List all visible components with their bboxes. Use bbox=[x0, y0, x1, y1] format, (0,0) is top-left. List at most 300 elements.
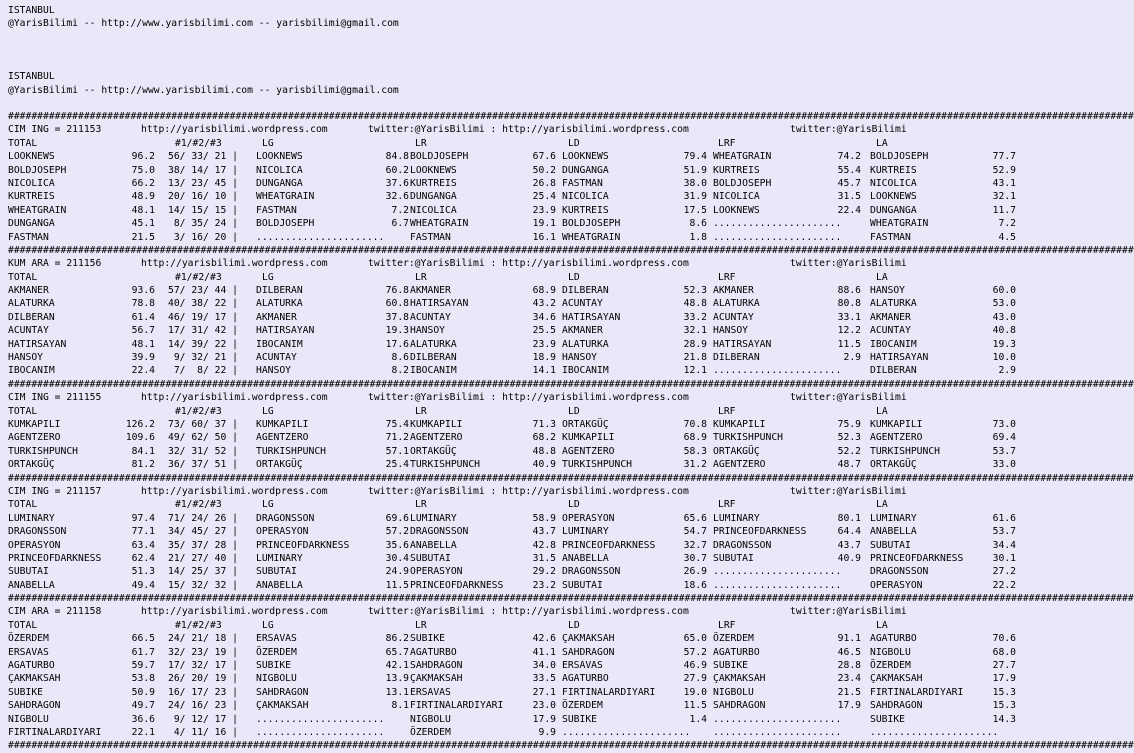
lg-horse: OPERASYON bbox=[256, 526, 309, 538]
lg-horse: BOLDJOSEPH bbox=[256, 218, 315, 230]
lr-horse: ÖZERDEM bbox=[410, 726, 451, 738]
horse-name: DILBERAN bbox=[8, 311, 55, 323]
total-score: 49.7 bbox=[131, 700, 155, 712]
race-site-link: http://yarisbilimi.wordpress.com bbox=[141, 124, 328, 136]
lr-score: 17.9 bbox=[532, 713, 556, 725]
lr-score: 16.1 bbox=[532, 231, 556, 243]
col-lg-header: LG bbox=[262, 619, 274, 631]
ld-score: 57.2 bbox=[683, 646, 707, 658]
lrf-horse: ALATURKA bbox=[713, 298, 760, 310]
horse-name: KURTREIS bbox=[8, 191, 55, 203]
ld-horse: FIRTINALARDIYARI bbox=[562, 686, 656, 698]
lg-score: 13.9 bbox=[385, 673, 409, 685]
lg-horse: ÇAKMAKSAH bbox=[256, 700, 309, 712]
la-score: 2.9 bbox=[998, 365, 1016, 377]
lrf-horse: ACUNTAY bbox=[713, 311, 754, 323]
lg-horse: LUMINARY bbox=[256, 552, 303, 564]
total-score: 21.5 bbox=[131, 231, 155, 243]
lrf-score: 75.9 bbox=[837, 418, 861, 430]
total-score: 39.9 bbox=[131, 352, 155, 364]
race-column-header bbox=[8, 498, 1018, 511]
race-title-row bbox=[8, 123, 1018, 136]
lg-horse: WHEATGRAIN bbox=[256, 191, 315, 203]
lrf-horse: AKMANER bbox=[713, 285, 754, 297]
table-row bbox=[8, 231, 1018, 244]
lg-score: 57.1 bbox=[385, 445, 409, 457]
la-score: 15.3 bbox=[992, 700, 1016, 712]
lrf-horse: HANSOY bbox=[713, 325, 748, 337]
la-horse: ORTAKGÜÇ bbox=[870, 459, 917, 471]
lr-score: 34.0 bbox=[532, 660, 556, 672]
la-horse: AKMANER bbox=[870, 311, 911, 323]
lr-horse: LOOKNEWS bbox=[410, 164, 457, 176]
la-score: 77.7 bbox=[992, 151, 1016, 163]
col-total-header: TOTAL bbox=[8, 619, 38, 631]
lg-horse: ...................... bbox=[256, 713, 385, 725]
race-title-row bbox=[8, 391, 1018, 404]
place-counts: 14/ 25/ 37 | bbox=[168, 566, 238, 578]
lr-score: 25.5 bbox=[532, 325, 556, 337]
la-horse: NIGBOLU bbox=[870, 646, 911, 658]
ld-score: 31.2 bbox=[683, 459, 707, 471]
race-site-link: http://yarisbilimi.wordpress.com bbox=[141, 258, 328, 270]
ld-score: 32.1 bbox=[683, 325, 707, 337]
lrf-score: 91.1 bbox=[837, 633, 861, 645]
lg-horse: SUBIKE bbox=[256, 660, 291, 672]
lr-score: 40.9 bbox=[532, 459, 556, 471]
lg-horse: NICOLICA bbox=[256, 164, 303, 176]
race-twitter-link: twitter:@YarisBilimi : http://yarisbilimi.wordpress.com bbox=[368, 124, 689, 136]
lr-score: 23.9 bbox=[532, 338, 556, 350]
race-column-header bbox=[8, 271, 1018, 284]
horse-name: DRAGONSSON bbox=[8, 526, 67, 538]
table-row bbox=[8, 324, 1018, 337]
race-code: CIM ARA = 211158 bbox=[8, 606, 102, 618]
la-score: 10.0 bbox=[992, 352, 1016, 364]
lg-score: 76.8 bbox=[385, 285, 409, 297]
ld-horse: NICOLICA bbox=[562, 191, 609, 203]
lg-horse: PRINCEOFDARKNESS bbox=[256, 539, 350, 551]
horse-name: AGATURBO bbox=[8, 660, 55, 672]
lr-score: 31.5 bbox=[532, 552, 556, 564]
horse-name: OPERASYON bbox=[8, 539, 61, 551]
col-la-header: LA bbox=[876, 271, 888, 283]
total-score: 84.1 bbox=[131, 445, 155, 457]
col-lr-header: LR bbox=[415, 137, 427, 149]
lrf-score: 21.5 bbox=[837, 686, 861, 698]
lr-score: 41.1 bbox=[532, 646, 556, 658]
total-score: 36.6 bbox=[131, 713, 155, 725]
lrf-score: 88.6 bbox=[837, 285, 861, 297]
lrf-horse: DRAGONSSON bbox=[713, 539, 772, 551]
ld-horse: HATIRSAYAN bbox=[562, 311, 621, 323]
place-counts: 3/ 16/ 20 | bbox=[168, 231, 238, 243]
horse-name: WHEATGRAIN bbox=[8, 204, 67, 216]
lg-score: 35.6 bbox=[385, 539, 409, 551]
la-horse: IBOCANIM bbox=[870, 338, 917, 350]
lg-score: 30.4 bbox=[385, 552, 409, 564]
col-ld-header: LD bbox=[568, 137, 580, 149]
header-contact-repeat: @YarisBilimi -- http://www.yarisbilimi.com -- yarisbilimi@gmail.com bbox=[8, 85, 399, 96]
horse-name: SUBIKE bbox=[8, 686, 43, 698]
ld-score: 26.9 bbox=[683, 566, 707, 578]
table-row bbox=[8, 672, 1018, 685]
ld-score: 21.8 bbox=[683, 352, 707, 364]
ld-score: 32.7 bbox=[683, 539, 707, 551]
lr-score: 42.6 bbox=[532, 633, 556, 645]
lg-score: 32.6 bbox=[385, 191, 409, 203]
la-score: 53.7 bbox=[992, 445, 1016, 457]
ld-score: 1.4 bbox=[689, 713, 707, 725]
race-twitter-link: twitter:@YarisBilimi : http://yarisbilimi.wordpress.com bbox=[368, 485, 689, 497]
ld-horse: TURKISHPUNCH bbox=[562, 459, 632, 471]
lg-horse: IBOCANIM bbox=[256, 338, 303, 350]
ld-horse: IBOCANIM bbox=[562, 365, 609, 377]
race-site-link: http://yarisbilimi.wordpress.com bbox=[141, 606, 328, 618]
horse-name: ANABELLA bbox=[8, 579, 55, 591]
lg-score: 60.8 bbox=[385, 298, 409, 310]
total-score: 53.8 bbox=[131, 673, 155, 685]
table-row bbox=[8, 713, 1018, 726]
place-counts: 56/ 33/ 21 | bbox=[168, 151, 238, 163]
place-counts: 24/ 21/ 18 | bbox=[168, 633, 238, 645]
horse-name: PRINCEOFDARKNESS bbox=[8, 552, 102, 564]
la-horse: DUNGANGA bbox=[870, 204, 917, 216]
la-horse: WHEATGRAIN bbox=[870, 218, 929, 230]
separator-line: ################################################################################################################################################################################################# bbox=[8, 472, 1134, 484]
lrf-score: 28.8 bbox=[837, 660, 861, 672]
la-score: 61.6 bbox=[992, 512, 1016, 524]
lr-score: 50.2 bbox=[532, 164, 556, 176]
place-counts: 34/ 45/ 27 | bbox=[168, 526, 238, 538]
la-score: 60.0 bbox=[992, 285, 1016, 297]
table-row bbox=[8, 525, 1018, 538]
ld-score: 46.9 bbox=[683, 660, 707, 672]
total-score: 77.1 bbox=[131, 526, 155, 538]
lg-score: 71.2 bbox=[385, 432, 409, 444]
horse-name: ALATURKA bbox=[8, 298, 55, 310]
lg-horse: ALATURKA bbox=[256, 298, 303, 310]
total-score: 109.6 bbox=[125, 432, 155, 444]
total-score: 61.7 bbox=[131, 646, 155, 658]
la-horse: HATIRSAYAN bbox=[870, 352, 929, 364]
header-city: ISTANBUL bbox=[8, 5, 55, 16]
la-score: 4.5 bbox=[998, 231, 1016, 243]
ld-horse: ALATURKA bbox=[562, 338, 609, 350]
race-code: KUM ARA = 211156 bbox=[8, 258, 102, 270]
lr-horse: DRAGONSSON bbox=[410, 526, 469, 538]
lrf-score: 12.2 bbox=[837, 325, 861, 337]
place-counts: 9/ 12/ 17 | bbox=[168, 713, 238, 725]
table-row bbox=[8, 351, 1018, 364]
lr-horse: DUNGANGA bbox=[410, 191, 457, 203]
lg-horse: SAHDRAGON bbox=[256, 686, 309, 698]
horse-name: HATIRSAYAN bbox=[8, 338, 67, 350]
ld-horse: KURTREIS bbox=[562, 204, 609, 216]
lr-horse: KURTREIS bbox=[410, 177, 457, 189]
lrf-horse: WHEATGRAIN bbox=[713, 151, 772, 163]
horse-name: AGENTZERO bbox=[8, 432, 61, 444]
la-score: 53.0 bbox=[992, 298, 1016, 310]
la-horse: ANABELLA bbox=[870, 526, 917, 538]
la-score: 32.1 bbox=[992, 191, 1016, 203]
place-counts: 38/ 14/ 17 | bbox=[168, 164, 238, 176]
lr-horse: SUBUTAI bbox=[410, 552, 451, 564]
lrf-horse: NICOLICA bbox=[713, 191, 760, 203]
ld-horse: OPERASYON bbox=[562, 512, 615, 524]
la-horse: BOLDJOSEPH bbox=[870, 151, 929, 163]
col-lr-header: LR bbox=[415, 271, 427, 283]
la-score: 73.0 bbox=[992, 418, 1016, 430]
lr-horse: FIRTINALARDIYARI bbox=[410, 700, 504, 712]
lrf-score: 22.4 bbox=[837, 204, 861, 216]
lrf-horse: KUMKAPILI bbox=[713, 418, 766, 430]
lrf-horse: PRINCEOFDARKNESS bbox=[713, 526, 807, 538]
lrf-horse: SUBIKE bbox=[713, 660, 748, 672]
table-row bbox=[8, 565, 1018, 578]
la-horse: FIRTINALARDIYARI bbox=[870, 686, 964, 698]
lrf-horse: LUMINARY bbox=[713, 512, 760, 524]
total-score: 97.4 bbox=[131, 512, 155, 524]
la-horse: ÇAKMAKSAH bbox=[870, 673, 923, 685]
la-horse: AGATURBO bbox=[870, 633, 917, 645]
lrf-horse: SUBUTAI bbox=[713, 552, 754, 564]
lrf-score: 17.9 bbox=[837, 700, 861, 712]
lr-horse: LUMINARY bbox=[410, 512, 457, 524]
lrf-horse: AGATURBO bbox=[713, 646, 760, 658]
horse-name: ERSAVAS bbox=[8, 646, 49, 658]
lr-score: 14.1 bbox=[532, 365, 556, 377]
total-score: 78.8 bbox=[131, 298, 155, 310]
horse-name: SUBUTAI bbox=[8, 566, 49, 578]
lg-score: 37.6 bbox=[385, 177, 409, 189]
lr-horse: KUMKAPILI bbox=[410, 418, 463, 430]
place-counts: 15/ 32/ 32 | bbox=[168, 579, 238, 591]
race-twitter-handle: twitter:@YarisBilimi bbox=[790, 124, 907, 136]
race-twitter-link: twitter:@YarisBilimi : http://yarisbilimi.wordpress.com bbox=[368, 606, 689, 618]
ld-horse: AGENTZERO bbox=[562, 445, 615, 457]
lr-horse: DILBERAN bbox=[410, 352, 457, 364]
la-horse: HANSOY bbox=[870, 285, 905, 297]
race-twitter-handle: twitter:@YarisBilimi bbox=[790, 258, 907, 270]
ld-horse: DRAGONSSON bbox=[562, 566, 621, 578]
header-city-repeat: ISTANBUL bbox=[8, 71, 55, 82]
total-score: 81.2 bbox=[131, 459, 155, 471]
ld-horse: AKMANER bbox=[562, 325, 603, 337]
lr-horse: AKMANER bbox=[410, 285, 451, 297]
total-score: 66.2 bbox=[131, 177, 155, 189]
race-twitter-link: twitter:@YarisBilimi : http://yarisbilimi.wordpress.com bbox=[368, 392, 689, 404]
place-counts: 36/ 37/ 51 | bbox=[168, 459, 238, 471]
ld-score: 11.5 bbox=[683, 700, 707, 712]
race-site-link: http://yarisbilimi.wordpress.com bbox=[141, 485, 328, 497]
total-score: 56.7 bbox=[131, 325, 155, 337]
horse-name: SAHDRAGON bbox=[8, 700, 61, 712]
lg-horse: ...................... bbox=[256, 726, 385, 738]
lrf-horse: ...................... bbox=[713, 231, 842, 243]
lr-score: 71.3 bbox=[532, 418, 556, 430]
ld-score: 48.8 bbox=[683, 298, 707, 310]
la-score: 69.4 bbox=[992, 432, 1016, 444]
table-row bbox=[8, 190, 1018, 203]
place-counts: 13/ 23/ 45 | bbox=[168, 177, 238, 189]
horse-name: ÖZERDEM bbox=[8, 633, 49, 645]
total-score: 22.4 bbox=[131, 365, 155, 377]
ld-score: 70.8 bbox=[683, 418, 707, 430]
col-lrf-header: LRF bbox=[718, 499, 736, 511]
table-row bbox=[8, 338, 1018, 351]
lrf-score: 74.2 bbox=[837, 151, 861, 163]
ld-horse: FASTMAN bbox=[562, 177, 603, 189]
la-horse: ALATURKA bbox=[870, 298, 917, 310]
ld-horse: DILBERAN bbox=[562, 285, 609, 297]
lr-score: 42.8 bbox=[532, 539, 556, 551]
ld-score: 38.0 bbox=[683, 177, 707, 189]
lrf-score: 2.9 bbox=[843, 352, 861, 364]
ld-score: 19.0 bbox=[683, 686, 707, 698]
place-counts: 35/ 37/ 28 | bbox=[168, 539, 238, 551]
lrf-horse: ...................... bbox=[713, 579, 842, 591]
lrf-horse: ...................... bbox=[713, 566, 842, 578]
lr-horse: SAHDRAGON bbox=[410, 660, 463, 672]
la-horse: AGENTZERO bbox=[870, 432, 923, 444]
lr-horse: TURKISHPUNCH bbox=[410, 459, 480, 471]
ld-horse: ÖZERDEM bbox=[562, 700, 603, 712]
la-score: 19.3 bbox=[992, 338, 1016, 350]
col-ld-header: LD bbox=[568, 619, 580, 631]
la-horse: LUMINARY bbox=[870, 512, 917, 524]
lr-score: 67.6 bbox=[532, 151, 556, 163]
la-score: 11.7 bbox=[992, 204, 1016, 216]
col-ld-header: LD bbox=[568, 499, 580, 511]
col-la-header: LA bbox=[876, 137, 888, 149]
lrf-horse: ...................... bbox=[713, 726, 842, 738]
la-horse: SAHDRAGON bbox=[870, 700, 923, 712]
lr-score: 68.9 bbox=[532, 285, 556, 297]
lg-score: 17.6 bbox=[385, 338, 409, 350]
lr-score: 43.2 bbox=[532, 298, 556, 310]
ld-score: 79.4 bbox=[683, 151, 707, 163]
la-horse: PRINCEOFDARKNESS bbox=[870, 552, 964, 564]
total-score: 75.0 bbox=[131, 164, 155, 176]
horse-name: KUMKAPILI bbox=[8, 418, 61, 430]
separator-line: ################################################################################################################################################################################################# bbox=[8, 740, 1134, 752]
lrf-horse: ...................... bbox=[713, 218, 842, 230]
la-horse: OPERASYON bbox=[870, 579, 923, 591]
place-counts: 14/ 39/ 22 | bbox=[168, 338, 238, 350]
ld-horse: AGATURBO bbox=[562, 673, 609, 685]
race-twitter-handle: twitter:@YarisBilimi bbox=[790, 485, 907, 497]
la-score: 70.6 bbox=[992, 633, 1016, 645]
table-row bbox=[8, 297, 1018, 310]
lg-horse: AGENTZERO bbox=[256, 432, 309, 444]
lr-horse: BOLDJOSEPH bbox=[410, 151, 469, 163]
col-lr-header: LR bbox=[415, 405, 427, 417]
lrf-score: 46.5 bbox=[837, 646, 861, 658]
col-total-header: TOTAL bbox=[8, 137, 38, 149]
table-row bbox=[8, 431, 1018, 444]
horse-name: LUMINARY bbox=[8, 512, 55, 524]
race-column-header bbox=[8, 137, 1018, 150]
ld-horse: ...................... bbox=[562, 726, 691, 738]
table-row bbox=[8, 726, 1018, 739]
lr-horse: AGENTZERO bbox=[410, 432, 463, 444]
ld-score: 1.8 bbox=[689, 231, 707, 243]
lr-score: 23.2 bbox=[532, 579, 556, 591]
lrf-horse: ...................... bbox=[713, 713, 842, 725]
la-horse: SUBIKE bbox=[870, 713, 905, 725]
place-counts: 8/ 35/ 24 | bbox=[168, 218, 238, 230]
la-score: 27.7 bbox=[992, 660, 1016, 672]
lr-horse: PRINCEOFDARKNESS bbox=[410, 579, 504, 591]
ld-horse: SUBUTAI bbox=[562, 579, 603, 591]
lrf-score: 80.8 bbox=[837, 298, 861, 310]
total-score: 49.4 bbox=[131, 579, 155, 591]
col-parts-header: #1/#2/#3 bbox=[175, 619, 222, 631]
la-score: 43.1 bbox=[992, 177, 1016, 189]
separator-line: ################################################################################################################################################################################################# bbox=[8, 593, 1134, 605]
lg-horse: DRAGONSSON bbox=[256, 512, 315, 524]
total-score: 63.4 bbox=[131, 539, 155, 551]
la-horse: NICOLICA bbox=[870, 177, 917, 189]
lr-score: 23.0 bbox=[532, 700, 556, 712]
lrf-score: 31.5 bbox=[837, 191, 861, 203]
horse-name: AKMANER bbox=[8, 285, 49, 297]
place-counts: 26/ 20/ 19 | bbox=[168, 673, 238, 685]
ld-score: 8.6 bbox=[689, 218, 707, 230]
horse-name: IBOCANIM bbox=[8, 365, 55, 377]
col-la-header: LA bbox=[876, 499, 888, 511]
la-score: 30.1 bbox=[992, 552, 1016, 564]
ld-score: 30.7 bbox=[683, 552, 707, 564]
lrf-score: 80.1 bbox=[837, 512, 861, 524]
lr-horse: ANABELLA bbox=[410, 539, 457, 551]
lr-score: 9.9 bbox=[538, 726, 556, 738]
table-row bbox=[8, 659, 1018, 672]
total-score: 96.2 bbox=[131, 151, 155, 163]
lr-horse: NIGBOLU bbox=[410, 713, 451, 725]
ld-score: 27.9 bbox=[683, 673, 707, 685]
lr-horse: ACUNTAY bbox=[410, 311, 451, 323]
race-twitter-link: twitter:@YarisBilimi : http://yarisbilimi.wordpress.com bbox=[368, 258, 689, 270]
lg-score: 42.1 bbox=[385, 660, 409, 672]
lrf-score: 52.2 bbox=[837, 445, 861, 457]
lr-horse: ALATURKA bbox=[410, 338, 457, 350]
lrf-horse: KURTREIS bbox=[713, 164, 760, 176]
lg-score: 37.8 bbox=[385, 311, 409, 323]
col-ld-header: LD bbox=[568, 271, 580, 283]
lrf-score: 52.3 bbox=[837, 432, 861, 444]
lr-horse: AGATURBO bbox=[410, 646, 457, 658]
col-lrf-header: LRF bbox=[718, 405, 736, 417]
lg-score: 65.7 bbox=[385, 646, 409, 658]
place-counts: 57/ 23/ 44 | bbox=[168, 285, 238, 297]
ld-horse: KUMKAPILI bbox=[562, 432, 615, 444]
header-contact: @YarisBilimi -- http://www.yarisbilimi.com -- yarisbilimi@gmail.com bbox=[8, 18, 399, 29]
col-lr-header: LR bbox=[415, 499, 427, 511]
lr-score: 43.7 bbox=[532, 526, 556, 538]
table-row bbox=[8, 164, 1018, 177]
table-row bbox=[8, 646, 1018, 659]
lrf-horse: LOOKNEWS bbox=[713, 204, 760, 216]
horse-name: ORTAKGÜÇ bbox=[8, 459, 55, 471]
lr-score: 25.4 bbox=[532, 191, 556, 203]
ld-score: 54.7 bbox=[683, 526, 707, 538]
lrf-score: 55.4 bbox=[837, 164, 861, 176]
total-score: 48.9 bbox=[131, 191, 155, 203]
race-tables bbox=[8, 110, 1134, 753]
la-horse: DRAGONSSON bbox=[870, 566, 929, 578]
